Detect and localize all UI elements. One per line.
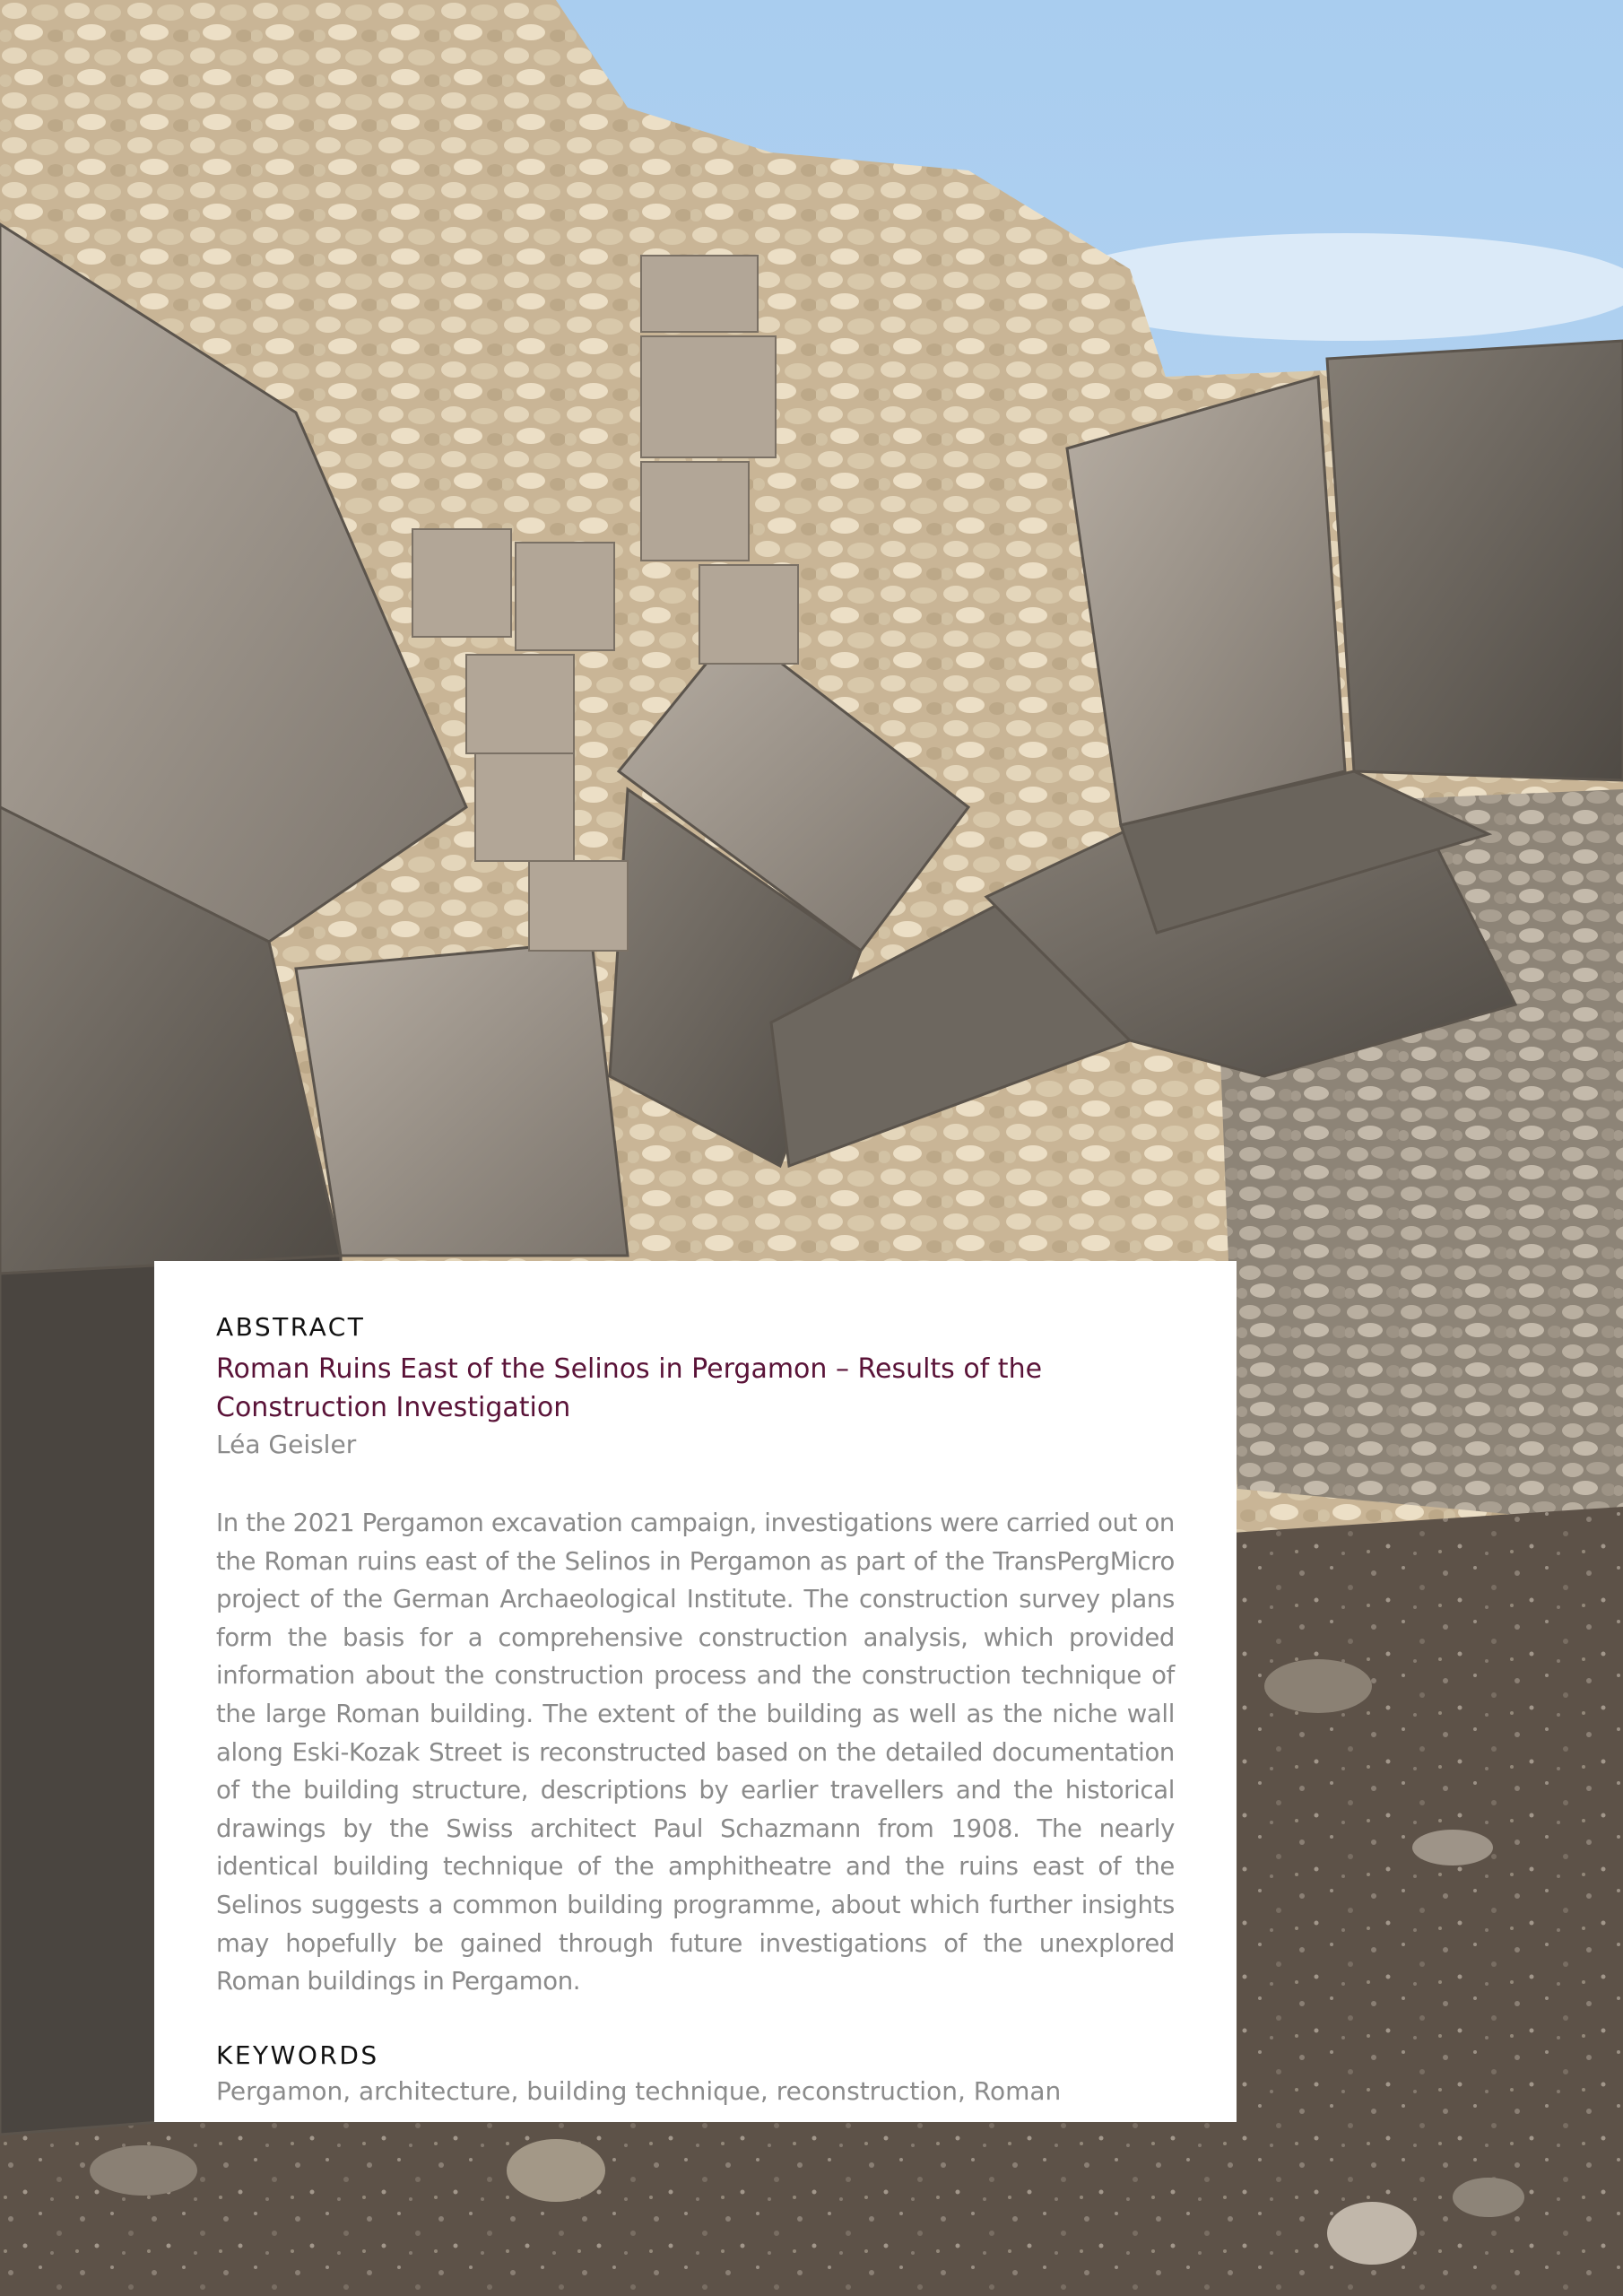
article-title: Roman Ruins East of the Selinos in Pergamon – Results of the Construction Investigation bbox=[216, 1353, 1043, 1423]
article-author: Léa Geisler bbox=[216, 1430, 357, 1459]
keywords-list: Pergamon, architecture, building technique, reconstruction, Roman bbox=[216, 2075, 1062, 2106]
keywords-heading: KEYWORDS bbox=[216, 2039, 379, 2070]
abstract-body: In the 2021 Pergamon excavation campaign, investigations were carried out on the Roman ruins east of the Selinos in Pergamon as part of the TransPergMicro project of the German Archaeological Institute. The construction survey plans form the basis for a comprehensive construction analysis, which provided information about the construction process and the construction technique of the large Roman building. The extent of the building as well as the niche wall along Eski-Kozak Street is reconstructed based on the detailed documentation of the building structure, descriptions by earlier travellers and the historical drawings by the Swiss architect Paul Schazmann from 1908. The nearly identical building technique of the amphitheatre and the ruins east of the Selinos suggests a common building programme, about which further insights may hopefully be gained through future investigations of the unexplored Roman buildings in Pergamon. bbox=[216, 1509, 1175, 1996]
abstract-panel bbox=[154, 1261, 1237, 2122]
abstract-heading: ABSTRACT bbox=[216, 1312, 366, 1342]
